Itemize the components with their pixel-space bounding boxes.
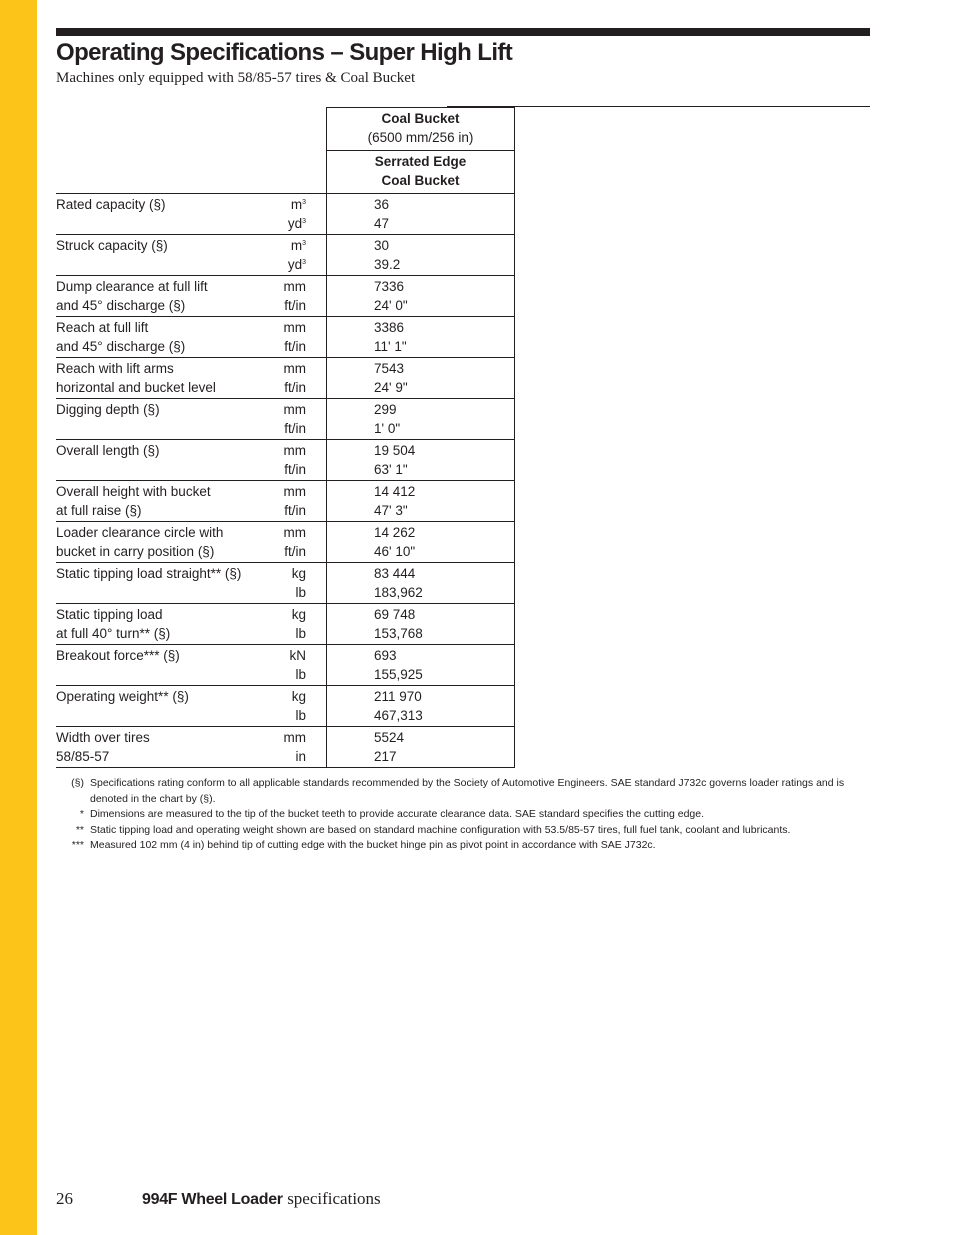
value-imperial: 24' 9" <box>374 379 408 395</box>
footnote-text: Static tipping load and operating weight shown are based on standard machine configuration with 53.5/85-57 tires, full fuel tank, coolant and lubricants. <box>90 823 791 836</box>
spec-label-line-2: at full raise (§) <box>56 502 142 518</box>
unit-imperial: in <box>295 748 306 764</box>
spec-label <box>56 604 276 645</box>
unit-metric: kN <box>289 648 306 663</box>
unit-metric: mm <box>283 402 306 417</box>
footnote-mark: ** <box>75 823 84 836</box>
table-row <box>56 727 515 768</box>
spec-label-line-2: and 45° discharge (§) <box>56 338 186 354</box>
value-metric: 693 <box>374 648 397 663</box>
spec-value <box>327 686 515 727</box>
footnote <box>56 807 876 823</box>
column-title: Coal Bucket <box>381 111 460 126</box>
table-subheader-row <box>56 151 515 194</box>
spec-unit <box>276 317 327 358</box>
column-subheader <box>327 151 515 194</box>
unit-imperial-sup: 3 <box>302 217 306 225</box>
spec-unit <box>276 604 327 645</box>
value-metric: 30 <box>374 238 390 253</box>
footnotes <box>56 776 876 854</box>
unit-metric-sup: 3 <box>302 240 306 247</box>
value-imperial: 24' 0" <box>374 297 408 313</box>
spec-label <box>56 276 276 317</box>
unit-metric: m <box>290 197 303 212</box>
spec-label <box>56 235 276 276</box>
spec-label <box>56 399 276 440</box>
column-header <box>327 108 515 151</box>
page-number: 26 <box>56 1189 73 1208</box>
spec-label-line-1: Overall height with bucket <box>56 484 211 499</box>
value-imperial: 467,313 <box>374 707 423 723</box>
page-footer <box>56 1189 381 1209</box>
spec-label-line-1: Width over tires <box>56 730 150 745</box>
spec-value <box>327 317 515 358</box>
spec-unit <box>276 194 327 235</box>
spec-unit <box>276 399 327 440</box>
unit-imperial: lb <box>295 584 306 600</box>
unit-metric: mm <box>283 320 306 335</box>
spec-value <box>327 358 515 399</box>
spec-label <box>56 645 276 686</box>
spec-label <box>56 522 276 563</box>
spec-label <box>56 563 276 604</box>
spec-label-line-1: Rated capacity (§) <box>56 197 166 212</box>
unit-imperial: ft/in <box>284 338 306 354</box>
value-metric: 3386 <box>374 320 405 335</box>
spec-unit <box>276 481 327 522</box>
spec-unit <box>276 727 327 768</box>
footnote <box>56 776 876 807</box>
spec-value <box>327 235 515 276</box>
spec-label <box>56 317 276 358</box>
value-imperial: 39.2 <box>374 256 401 272</box>
unit-metric: kg <box>291 689 306 704</box>
spec-label-line-2: at full 40° turn** (§) <box>56 625 171 641</box>
footnote <box>56 838 876 854</box>
value-metric: 211 970 <box>374 689 422 704</box>
unit-imperial: lb <box>295 625 306 641</box>
unit-imperial-sup: 3 <box>302 258 306 266</box>
unit-metric: mm <box>283 525 306 540</box>
spec-label-line-2: 58/85-57 <box>56 748 110 764</box>
spec-unit <box>276 358 327 399</box>
spec-label-line-1: Struck capacity (§) <box>56 238 168 253</box>
unit-metric: m <box>290 238 303 253</box>
footnote-mark: * <box>79 808 84 820</box>
table-row <box>56 563 515 604</box>
value-metric: 83 444 <box>374 566 416 581</box>
spec-label-line-2: and 45° discharge (§) <box>56 297 186 313</box>
footnote-text: Measured 102 mm (4 in) behind tip of cutting edge with the bucket hinge pin as pivot point in accordance with SAE J732c. <box>90 839 656 851</box>
value-metric: 14 262 <box>374 525 416 540</box>
unit-imperial: yd <box>287 256 303 272</box>
footnote-text: Specifications rating conform to all applicable standards recommended by the Society of Automotive Engineers. SAE standard J732c governs loader ratings and is denoted in the chart by (§). <box>90 777 845 805</box>
spec-label <box>56 686 276 727</box>
spec-value <box>327 481 515 522</box>
unit-metric: mm <box>283 279 306 294</box>
title-rule <box>56 28 870 36</box>
unit-imperial: yd <box>287 215 303 231</box>
spec-unit <box>276 686 327 727</box>
spec-label-line-1: Breakout force*** (§) <box>56 648 180 663</box>
unit-metric: mm <box>283 361 306 376</box>
value-metric: 7336 <box>374 279 405 294</box>
spec-value <box>327 276 515 317</box>
unit-imperial: ft/in <box>284 543 306 559</box>
spec-value <box>327 604 515 645</box>
column-subtitle: (6500 mm/256 in) <box>367 129 474 145</box>
value-imperial: 1' 0" <box>374 420 401 436</box>
spec-value <box>327 522 515 563</box>
page-subtitle: Machines only equipped with 58/85-57 tires & Coal Bucket <box>56 70 416 86</box>
model-name: 994F Wheel Loader <box>142 1191 283 1208</box>
table-header-row <box>56 108 515 151</box>
spec-label <box>56 727 276 768</box>
page-title: Operating Specifications – Super High Lift <box>56 39 513 66</box>
spec-label-line-2: bucket in carry position (§) <box>56 543 215 559</box>
value-metric: 19 504 <box>374 443 416 458</box>
spec-value <box>327 194 515 235</box>
unit-metric-sup: 3 <box>302 199 306 206</box>
unit-metric: kg <box>291 607 306 622</box>
spec-label-line-1: Digging depth (§) <box>56 402 160 417</box>
side-accent-stripe <box>0 0 37 1235</box>
spec-value <box>327 645 515 686</box>
table-row <box>56 194 515 235</box>
value-imperial: 183,962 <box>374 584 423 600</box>
footnote-text: Dimensions are measured to the tip of the bucket teeth to provide accurate clearance data. SAE standard specifies the cutting edge. <box>90 808 705 820</box>
unit-imperial: ft/in <box>284 379 306 395</box>
subheader-line-2: Coal Bucket <box>381 172 460 188</box>
spec-label-line-1: Dump clearance at full lift <box>56 279 208 294</box>
value-metric: 299 <box>374 402 397 417</box>
spec-label-line-2: horizontal and bucket level <box>56 379 216 395</box>
value-imperial: 63' 1" <box>374 461 408 477</box>
unit-metric: mm <box>283 484 306 499</box>
unit-imperial: lb <box>295 666 306 682</box>
spec-value <box>327 440 515 481</box>
footnote <box>56 823 876 839</box>
spec-unit <box>276 645 327 686</box>
unit-metric: mm <box>283 443 306 458</box>
table-row <box>56 317 515 358</box>
spec-unit <box>276 440 327 481</box>
spec-unit <box>276 276 327 317</box>
spec-label-line-1: Overall length (§) <box>56 443 160 458</box>
value-metric: 36 <box>374 197 390 212</box>
value-imperial: 47 <box>374 215 390 231</box>
spec-value <box>327 727 515 768</box>
value-metric: 69 748 <box>374 607 416 622</box>
spec-label-line-1: Reach at full lift <box>56 320 149 335</box>
spec-value <box>327 399 515 440</box>
table-row <box>56 440 515 481</box>
value-metric: 5524 <box>374 730 405 745</box>
unit-imperial: ft/in <box>284 461 306 477</box>
spec-unit <box>276 235 327 276</box>
table-row <box>56 686 515 727</box>
spec-unit <box>276 522 327 563</box>
unit-imperial: ft/in <box>284 297 306 313</box>
spec-label <box>56 440 276 481</box>
spec-table <box>56 107 515 768</box>
spec-label-line-1: Static tipping load straight** (§) <box>56 566 242 581</box>
table-row <box>56 481 515 522</box>
table-row <box>56 522 515 563</box>
value-imperial: 11' 1" <box>374 338 407 354</box>
table-row <box>56 604 515 645</box>
unit-metric: mm <box>283 730 306 745</box>
footnote-mark: *** <box>71 839 84 851</box>
spec-unit <box>276 563 327 604</box>
spec-label-line-1: Reach with lift arms <box>56 361 174 376</box>
footer-suffix: specifications <box>287 1189 381 1208</box>
spec-label <box>56 358 276 399</box>
table-row <box>56 399 515 440</box>
value-imperial: 155,925 <box>374 666 423 682</box>
spec-label-line-1: Operating weight** (§) <box>56 689 189 704</box>
subheader-line-1: Serrated Edge <box>374 154 467 169</box>
footnote-mark: (§) <box>71 777 84 789</box>
table-row <box>56 358 515 399</box>
unit-imperial: ft/in <box>284 420 306 436</box>
spec-label <box>56 194 276 235</box>
spec-label <box>56 481 276 522</box>
table-row <box>56 276 515 317</box>
spec-value <box>327 563 515 604</box>
table-row <box>56 645 515 686</box>
value-metric: 14 412 <box>374 484 416 499</box>
value-imperial: 47' 3" <box>374 502 408 518</box>
unit-imperial: lb <box>295 707 306 723</box>
value-imperial: 46' 10" <box>374 543 416 559</box>
value-imperial: 153,768 <box>374 625 423 641</box>
unit-imperial: ft/in <box>284 502 306 518</box>
value-metric: 7543 <box>374 361 405 376</box>
table-row <box>56 235 515 276</box>
spec-label-line-1: Loader clearance circle with <box>56 525 224 540</box>
spec-label-line-1: Static tipping load <box>56 607 163 622</box>
unit-metric: kg <box>291 566 306 581</box>
value-imperial: 217 <box>374 748 397 764</box>
